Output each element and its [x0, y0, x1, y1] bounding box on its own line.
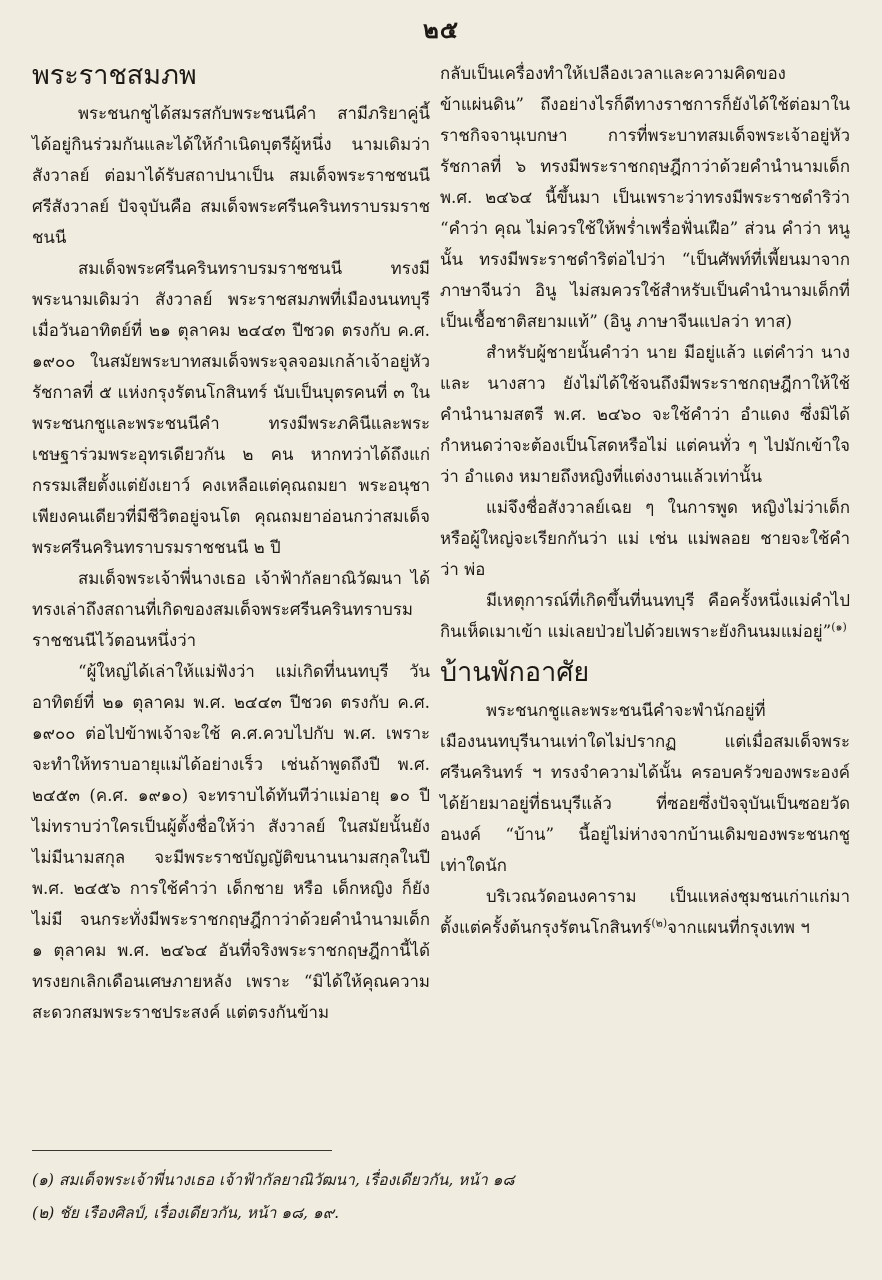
paragraph-text: บริเวณวัดอนงคาราม เป็นแหล่งชุมชนเก่าแก่มาตั้งแต่ครั้งต้นกรุงรัตนโกสินทร์ [440, 886, 850, 937]
paragraph: สมเด็จพระเจ้าพี่นางเธอ เจ้าฟ้ากัลยาณิวัฒนา ได้ทรงเล่าถึงสถานที่เกิดของสมเด็จพระศรีนครินทราบรมราชชนนีไว้ตอนหนึ่งว่า [32, 568, 430, 650]
quoted-passage: “ผู้ใหญ่ได้เล่าให้แม่ฟังว่า แม่เกิดที่นนทบุรี วันอาทิตย์ที่ ๒๑ ตุลาคม พ.ศ. ๒๔๔๓ ปีชวด ตรงกับ ค.ศ. ๑๙๐๐ ต่อไปข้าพเจ้าจะใช้ ค.ศ.ควบไปกับ พ.ศ. เพราะจะทำให้ทราบอายุแม่ได้อย่างเร็ว เช่นถ้าพูดถึงปี พ.ศ. ๒๔๕๓ (ค.ศ. ๑๙๑๐) จะทราบได้ทันทีว่าแม่อายุ ๑๐ ปี ไม่ทราบว่าใครเป็นผู้ตั้งชื่อให้ว่า สังวาลย์ ในสมัยนั้นยังไม่มีนามสกุล จะมีพระราชบัญญัติขนานนามสกุลในปี พ.ศ. ๒๔๕๖ การใช้คำว่า เด็กชาย หรือ เด็กหญิง ก็ยังไม่มี จนกระทั่งมีพระราชกฤษฎีกาว่าด้วยคำนำนามเด็ก ๑ ตุลาคม พ.ศ. ๒๔๖๔ อันที่จริงพระราชกฤษฎีกานี้ได้ทรงยกเลิกเดือนเศษภายหลัง เพราะ “มิได้ให้คุณความสะดวกสมพระราชประสงค์ แต่ตรงกันข้าม [32, 661, 430, 1022]
paragraph: กลับเป็นเครื่องทำให้เปลืองเวลาและความคิดของข้าแผ่นดิน” ถึงอย่างไรก็ดีทางราชการก็ยังได้ใช้ต่อมาในราชกิจจานุเบกษา การที่พระบาทสมเด็จพระเจ้าอยู่หัวรัชกาลที่ ๖ ทรงมีพระราชกฤษฎีกาว่าด้วยคำนำนามเด็ก พ.ศ. ๒๔๖๔ นี้ขึ้นมา เป็นเพราะว่าทรงมีพระราชดำริว่า “คำว่า คุณ ไม่ควรใช้ให้พร่ำเพรื่อฟั่นเฝือ” ส่วน คำว่า หนู นั้น ทรงมีพระราชดำริต่อไปว่า “เป็นศัพท์ที่เพี้ยนมาจากภาษาจีนว่า อินู ไม่สมควรใช้สำหรับเป็นคำนำนามเด็กที่เป็นเชื้อชาติสยามแท้” (อินู ภาษาจีนแปลว่า ทาส) [440, 63, 850, 331]
paragraph: สำหรับผู้ชายนั้นคำว่า นาย มีอยู่แล้ว แต่คำว่า นาง และ นางสาว ยังไม่ได้ใช้จนถึงมีพระราชกฤษฎีกาให้ใช้คำนำนามสตรี พ.ศ. ๒๔๖๐ จะใช้คำว่า อำแดง ซึ่งมิได้กำหนดว่าจะต้องเป็นโสดหรือไม่ แต่คนทั่ว ๆ ไปมักเข้าใจว่า อำแดง หมายถึงหญิงที่แต่งงานแล้วเท่านั้น [440, 342, 850, 486]
footnote: (๒) ชัย เรืองศิลป์, เรื่องเดียวกัน, หน้า ๑๘, ๑๙. [32, 1204, 339, 1222]
paragraph: พระชนกชูได้สมรสกับพระชนนีคำ สามีภริยาคู่นี้ได้อยู่กินร่วมกันและได้ให้กำเนิดบุตรีผู้หนึ่ง นามเดิมว่า สังวาลย์ ต่อมาได้รับสถาปนาเป็น สมเด็จพระราชชนนีศรีสังวาลย์ ปัจจุบันคือ สมเด็จพระศรีนครินทราบรมราชชนนี [32, 103, 430, 247]
footnote-marker: (๒) [651, 916, 668, 930]
footnote-divider [32, 1150, 332, 1151]
footnote: (๑) สมเด็จพระเจ้าพี่นางเธอ เจ้าฟ้ากัลยาณิวัฒนา, เรื่องเดียวกัน, หน้า ๑๘ [32, 1171, 515, 1189]
left-column [32, 58, 430, 1028]
paragraph: พระชนกชูและพระชนนีคำจะพำนักอยู่ที่เมืองนนทบุรีนานเท่าใดไม่ปรากฏ แต่เมื่อสมเด็จพระศรีนครินทร์ ฯ ทรงจำความได้นั้น ครอบครัวของพระองค์ได้ย้ายมาอยู่ที่ธนบุรีแล้ว ที่ซอยซึ่งปัจจุบันเป็นซอยวัดอนงค์ “บ้าน” นี้อยู่ไม่ห่างจากบ้านเดิมของพระชนกชูเท่าใดนัก [440, 700, 850, 875]
paragraph-with-footnote [440, 881, 850, 943]
footnote-marker: (๑) [831, 620, 847, 634]
page-number: ๒๕ [423, 15, 459, 44]
right-column [440, 58, 850, 943]
paragraph-text: มีเหตุการณ์ที่เกิดขึ้นที่นนทบุรี คือครั้งหนึ่งแม่คำไปกินเห็ดเมาเข้า แม่เลยป่วยไปด้วยเพราะยังกินนมแม่อยู่” [440, 590, 850, 641]
paragraph-with-footnote [440, 585, 850, 647]
footnotes [32, 1164, 852, 1230]
paragraph: แม่จึงชื่อสังวาลย์เฉย ๆ ในการพูด หญิงไม่ว่าเด็กหรือผู้ใหญ่จะเรียกกันว่า แม่ เช่น แม่พลอย ชายจะใช้คำว่า พ่อ [440, 497, 850, 579]
section-heading-residence: บ้านพักอาศัย [440, 657, 590, 688]
paragraph: สมเด็จพระศรีนครินทราบรมราชชนนี ทรงมีพระนามเดิมว่า สังวาลย์ พระราชสมภพที่เมืองนนทบุรี เมื่อวันอาทิตย์ที่ ๒๑ ตุลาคม ๒๔๔๓ ปีชวด ตรงกับ ค.ศ. ๑๙๐๐ ในสมัยพระบาทสมเด็จพระจุลจอมเกล้าเจ้าอยู่หัว รัชกาลที่ ๕ แห่งกรุงรัตนโกสินทร์ นับเป็นบุตรคนที่ ๓ ในพระชนกชูและพระชนนีคำ ทรงมีพระภคินีและพระเชษฐาร่วมพระอุทรเดียวกัน ๒ คน หากทว่าได้ถึงแก่กรรมเสียตั้งแต่ยังเยาว์ คงเหลือแต่คุณถมยา พระอนุชาเพียงคนเดียวที่มีชีวิตอยู่จนโต คุณถมยาอ่อนกว่าสมเด็จพระศรีนครินทราบรมราชชนนี ๒ ปี [32, 258, 430, 557]
section-heading-birth: พระราชสมภพ [32, 60, 197, 91]
paragraph-text: จากแผนที่กรุงเทพ ฯ [667, 917, 810, 937]
